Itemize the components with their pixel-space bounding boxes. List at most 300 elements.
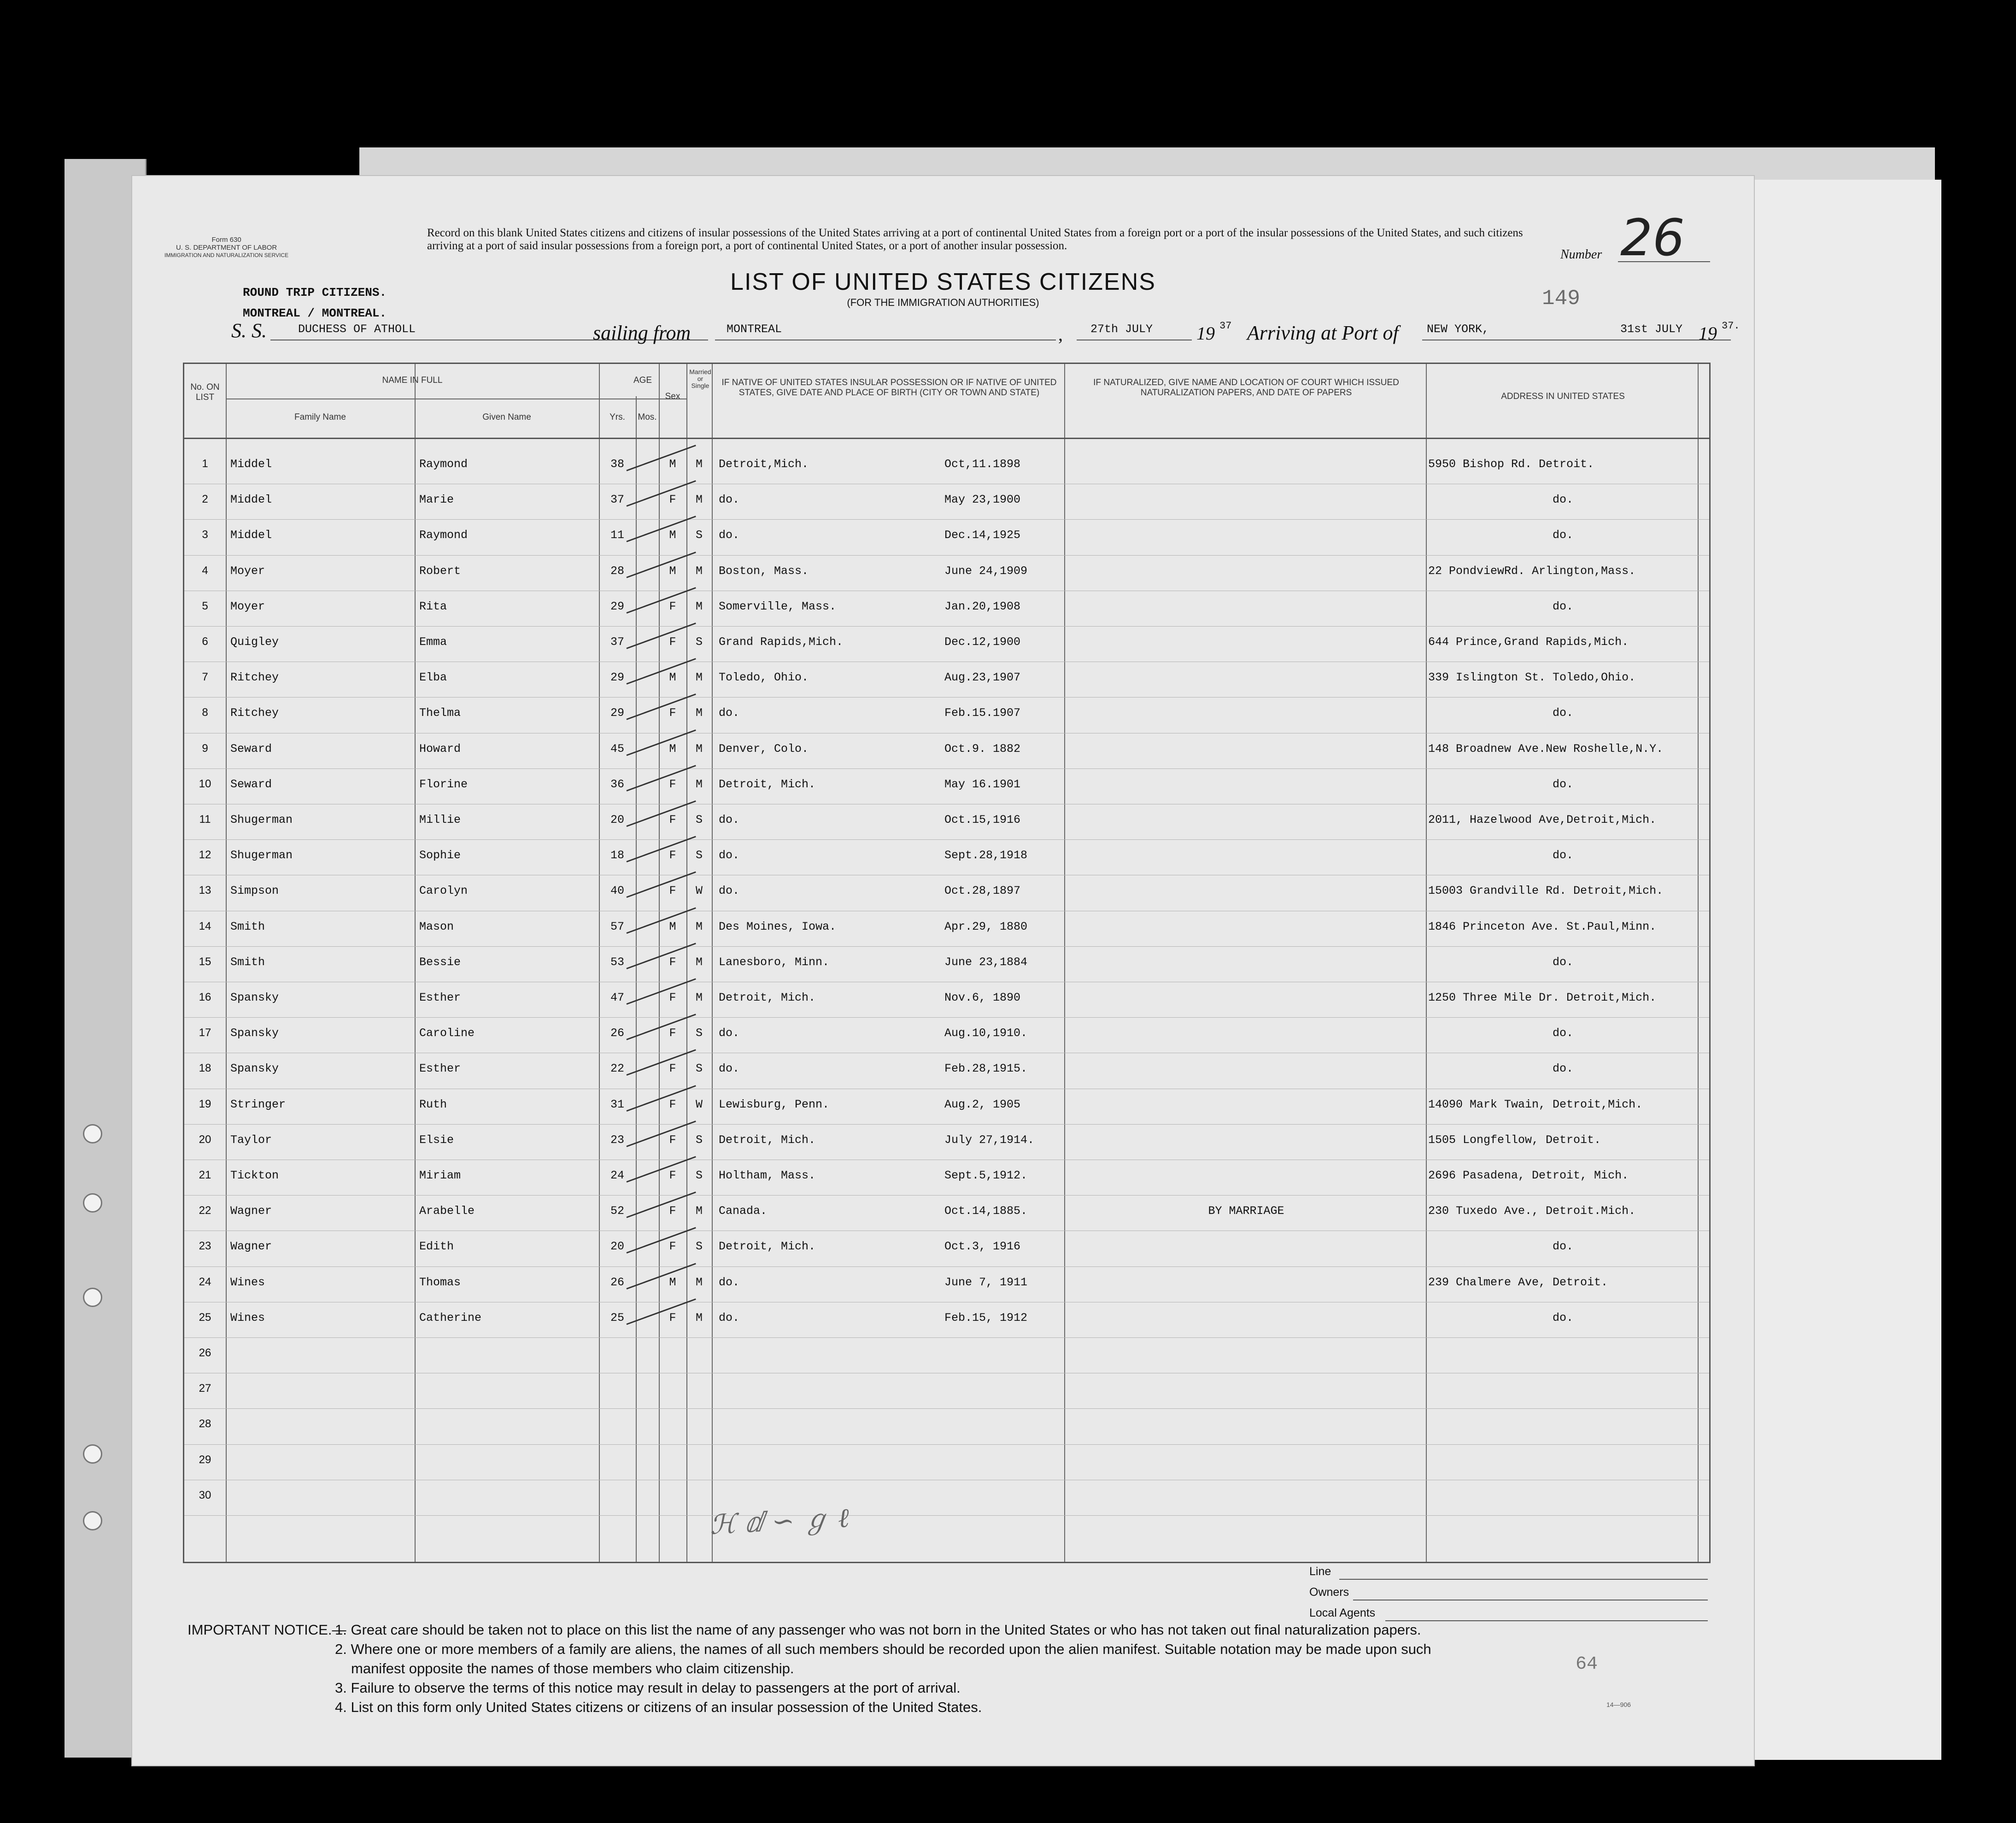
cell-addr: do. — [1552, 706, 1573, 720]
cell-date: Oct.9. 1882 — [944, 742, 1021, 756]
table-row — [184, 769, 1709, 805]
cell-date: Sept.28,1918 — [944, 849, 1028, 862]
cell-ms: M — [695, 493, 703, 507]
cell-sex: F — [669, 991, 676, 1004]
cell-no: 22 — [199, 1204, 211, 1217]
instructions-text: Record on this blank United States citizens and citizens of insular possessions of the United States arriving at a port of continental United States from a foreign port or a port of the insular possessions of the United States, and such citizens arriving at a port of said insular possessions from a foreign port, a port of continental United States, or a port of another insular possession. — [427, 227, 1523, 252]
footer-code: 14—906 — [1606, 1701, 1631, 1708]
table-row — [184, 947, 1709, 983]
cell-addr: 14090 Mark Twain, Detroit,Mich. — [1428, 1097, 1643, 1111]
cell-no: 28 — [199, 1418, 211, 1430]
cell-no: 20 — [199, 1133, 211, 1146]
cell-no: 27 — [199, 1382, 211, 1395]
cell-addr: 148 Broadnew Ave.New Roshelle,N.Y. — [1428, 742, 1664, 756]
cell-addr: do. — [1552, 1311, 1573, 1325]
table-row — [184, 1054, 1709, 1089]
table-row — [184, 805, 1709, 840]
cell-family: Spansky — [230, 1026, 279, 1040]
cell-ms: M — [695, 920, 703, 933]
cell-family: Wagner — [230, 1204, 272, 1218]
cell-sex: F — [669, 1062, 676, 1076]
cell-place: Detroit,Mich. — [719, 457, 809, 471]
page-subtitle: (FOR THE IMMIGRATION AUTHORITIES) — [847, 297, 1039, 308]
cell-family: Spansky — [230, 1062, 279, 1076]
cell-sex: F — [669, 1311, 676, 1325]
cell-date: Nov.6, 1890 — [944, 991, 1021, 1004]
cell-yrs: 20 — [610, 813, 624, 827]
cell-given: Sophie — [419, 849, 461, 862]
cell-yrs: 26 — [610, 1275, 624, 1289]
cell-yrs: 37 — [610, 635, 624, 649]
cell-place: Holtham, Mass. — [719, 1169, 816, 1182]
cell-sex: M — [669, 920, 676, 933]
cell-given: Elsie — [419, 1133, 454, 1147]
col-family-name: Family Name — [294, 412, 346, 422]
binder-hole — [83, 1193, 102, 1213]
cell-addr: 230 Tuxedo Ave., Detroit.Mich. — [1428, 1204, 1636, 1218]
table-row — [184, 983, 1709, 1018]
cell-sex: F — [669, 1026, 676, 1040]
cell-yrs: 23 — [610, 1133, 624, 1147]
cell-ms: M — [695, 599, 703, 613]
cell-place: do. — [719, 1026, 740, 1040]
table-row — [184, 1018, 1709, 1054]
cell-addr: do. — [1552, 777, 1573, 791]
cell-given: Miriam — [419, 1169, 461, 1182]
cell-yrs: 29 — [610, 671, 624, 685]
col-age: AGE — [633, 375, 652, 385]
cell-sex: F — [669, 493, 676, 507]
cell-addr: 22 PondviewRd. Arlington,Mass. — [1428, 564, 1636, 578]
cell-ms: W — [695, 884, 703, 898]
col-married: Married or Single — [689, 368, 711, 389]
cell-ms: M — [695, 777, 703, 791]
cell-addr: do. — [1552, 528, 1573, 542]
table-row — [184, 520, 1709, 556]
cell-yrs: 25 — [610, 1311, 624, 1325]
cell-yrs: 22 — [610, 1062, 624, 1076]
cell-addr: 15003 Grandville Rd. Detroit,Mich. — [1428, 884, 1664, 898]
cell-place: do. — [719, 493, 740, 507]
cell-sex: F — [669, 955, 676, 969]
cell-date: Dec.14,1925 — [944, 528, 1021, 542]
table-row — [184, 1090, 1709, 1125]
cell-no: 8 — [202, 706, 208, 719]
cell-place: Grand Rapids,Mich. — [719, 635, 844, 649]
cell-family: Wagner — [230, 1240, 272, 1254]
cell-date: Feb.15, 1912 — [944, 1311, 1028, 1325]
cell-family: Ritchey — [230, 706, 279, 720]
table-row — [184, 876, 1709, 911]
table-row — [184, 1161, 1709, 1196]
cell-sex: F — [669, 706, 676, 720]
cell-sex: F — [669, 1204, 676, 1218]
cell-place: do. — [719, 849, 740, 862]
cell-ms: S — [695, 1240, 703, 1254]
route-note: MONTREAL / MONTREAL. — [243, 306, 387, 320]
cell-family: Smith — [230, 920, 265, 933]
table-row — [184, 1303, 1709, 1338]
cell-yrs: 45 — [610, 742, 624, 756]
cell-date: Aug.23,1907 — [944, 671, 1021, 685]
cell-addr: do. — [1552, 849, 1573, 862]
table-row — [184, 1231, 1709, 1267]
arrival-year-suffix: 37. — [1722, 320, 1740, 332]
cell-place: Denver, Colo. — [719, 742, 809, 756]
cell-place: Canada. — [719, 1204, 768, 1218]
binder-hole — [83, 1511, 102, 1530]
cell-family: Simpson — [230, 884, 279, 898]
cell-place: do. — [719, 813, 740, 827]
cell-given: Elba — [419, 671, 447, 685]
cell-place: Detroit, Mich. — [719, 1240, 816, 1254]
cell-addr: do. — [1552, 1240, 1573, 1254]
cell-ms: S — [695, 813, 703, 827]
cell-family: Middel — [230, 493, 272, 507]
cell-yrs: 37 — [610, 493, 624, 507]
cell-date: Aug.2, 1905 — [944, 1097, 1021, 1111]
cell-no: 19 — [199, 1097, 211, 1110]
cell-family: Moyer — [230, 564, 265, 578]
cell-sex: F — [669, 599, 676, 613]
cell-addr: 5950 Bishop Rd. Detroit. — [1428, 457, 1594, 471]
cell-ms: S — [695, 1133, 703, 1147]
cell-place: Boston, Mass. — [719, 564, 809, 578]
cell-addr: do. — [1552, 1026, 1573, 1040]
cell-family: Spansky — [230, 991, 279, 1004]
cell-family: Tickton — [230, 1169, 279, 1182]
notice-item-2: 2. Where one or more members of a family are aliens, the names of all such members should be recorded upon the alien manifest. Suitable notation may be made upon such — [335, 1641, 1431, 1657]
cell-given: Howard — [419, 742, 461, 756]
cell-no: 4 — [202, 564, 208, 577]
cell-no: 10 — [199, 777, 211, 790]
cell-date: May 16.1901 — [944, 777, 1021, 791]
cell-yrs: 47 — [610, 991, 624, 1004]
cell-sex: M — [669, 671, 676, 685]
col-naturalized: IF NATURALIZED, GIVE NAME AND LOCATION OF COURT WHICH ISSUED NATURALIZATION PAPERS, AND DATE OF PAPERS — [1093, 378, 1399, 398]
col-given-name: Given Name — [482, 412, 531, 422]
ss-label: S. S. — [231, 319, 267, 342]
table-row — [184, 840, 1709, 876]
cell-addr: 1505 Longfellow, Detroit. — [1428, 1133, 1601, 1147]
cell-addr: 2696 Pasadena, Detroit, Mich. — [1428, 1169, 1629, 1182]
cell-place: do. — [719, 706, 740, 720]
cell-addr: 2011, Hazelwood Ave,Detroit,Mich. — [1428, 813, 1657, 827]
col-address: ADDRESS IN UNITED STATES — [1501, 392, 1625, 401]
cell-yrs: 28 — [610, 564, 624, 578]
cell-ms: M — [695, 457, 703, 471]
cell-yrs: 57 — [610, 920, 624, 933]
cell-addr: 339 Islington St. Toledo,Ohio. — [1428, 671, 1636, 685]
stamp-number: 149 — [1542, 287, 1580, 311]
cell-no: 16 — [199, 991, 211, 1003]
cell-place: Detroit, Mich. — [719, 777, 816, 791]
cell-date: Oct.14,1885. — [944, 1204, 1028, 1218]
number-label: Number — [1560, 247, 1602, 262]
cell-yrs: 36 — [610, 777, 624, 791]
table-row — [184, 1196, 1709, 1231]
cell-ms: S — [695, 1026, 703, 1040]
cell-no: 5 — [202, 599, 208, 612]
manifest-page: Form 630 U. S. DEPARTMENT OF LABOR IMMIGRATION AND NATURALIZATION SERVICE Record on this blank United States citizens and citizens of insular possessions of the United States arriving at a port of continental United States from a foreign port or a port of the insular possessions of the United States, and such citizens arriving at a port of said insular possessions from a foreign port, a port of continental United States, or a port of another insular possession. Number 26 LIST OF UNITED STATES CITIZENS (FOR THE IMMIGRATION AUTHORITIES) 149 ROUND TRIP CITIZENS. MONTREAL / MONTREAL. S. S. DUCHESS OF ATHOLL sailing from MONTREAL , 27th JULY 19 37 Arriving at Port of NEW YORK, 31st JULY 19 37. No. ON LIST NAME IN FULL Family Name Given Name AGE Yrs. Mos. Sex Married or Single IF NATIVE OF UNITED STATES INSULAR POSSESSION OR IF NATIVE OF UNITED STATES, GIVE DATE AND PLACE OF BIRTH (CITY OR TOWN AND STATE) IF NATURALIZED, GIVE NAME AND LOCATION OF COURT WHICH ISSUED NATURALIZATION PAPERS, AND DATE OF PAPERS ADDRESS IN UNITED STATES 1 Middel Raymond 38 M M Detroit,Mich. Oct,11.1898 5950 Bishop Rd. Detroit. 2 Middel Marie 37 F M do. May 23,1900 do. 3 Middel Raymond 11 M S do. Dec.14,1925 do. 4 Moyer Robert 28 M M Boston, Mass. June 24,1909 22 PondviewRd. Arlington,Mass. 5 Moyer Rita 29 F M Somerville, Mass. Jan.20,1908 do. 6 Quigley Emma 37 F S Grand Rapids,Mich. Dec.12,1900 644 Prince,Grand Rapids,Mich. 7 Ritchey Elba 29 M M Toledo, Ohio. Aug.23,1907 339 Islington St. Toledo,Ohio. 8 Ritchey Thelma 29 F M do. Feb.15.1907 do. 9 Seward Howard 45 M M Denver, Colo. Oct.9. 1882 148 Broadnew Ave.New Roshelle,N.Y. 10 Seward Florine 36 F M Detroit, Mich. May 16.1901 do. 11 Shugerman Millie 20 F S do. Oct.15,1916 2011, Hazelwood Ave,Detroit,Mich. 12 Shugerman Sophie 18 F S do. Sept.28,1918 do. 13 Simpson Carolyn 40 F W do. Oct.28,1897 15003 Grandville Rd. Detroit,Mich. 14 Smith Mason 57 M M Des Moines, Iowa. Apr.29, 1880 1846 Princeton Ave. St.Paul,Minn. 15 Smith Bessie 53 F M Lanesboro, Minn. June 23,1884 do. 16 Spansky Esther 47 F M Detroit, Mich. Nov.6, 1890 1250 Three Mile Dr. Detroit,Mich. 17 Spansky Caroline 26 F S do. Aug.10,1910. do. 18 Spansky Esther 22 F S do. Feb.28,1915. do. 19 Stringer Ruth 31 F W Lewisburg, Penn. Aug.2, 1905 14090 Mark Twain, Detroit,Mich. 20 Taylor Elsie 23 F S Detroit, Mich. July 27,1914. 1505 Longfellow, Detroit. 21 Tickton Miriam 24 F S Holtham, Mass. Sept.5,1912. 2696 Pasadena, Detroit, Mich. 22 Wagner Arabelle 52 F M Canada. Oct.14,1885. BY MARRIAGE 230 Tuxedo Ave., Detroit.Mich. 23 Wagner Edith 20 F S Detroit, Mich. Oct.3, 1916 do. 24 Wines Thomas 26 M M do. June 7, 1911 239 Chalmere Ave, Detroit. 25 Wines Catherine 25 F M do. Feb.15, 1912 do. 26 27 28 29 30 ℋ ⅆ ∽ ℊ ℓ 64 Line Owners Local Agents IMPORTANT NOTICE.— 1. Great care should be taken not to place on this list the name of any passenger who was not born in the United States or who has not taken out final naturalization papers. 2. Where one or more members of a family are aliens, the names of all such members should be recorded upon the alien manifest. Suitable notation may be made upon such manifest opposite the names of those members who claim citizenship. 3. Failure to observe the terms of this notice may result in delay to passengers at the port of arrival. 4. List on this form only United States citizens or citizens of an insular possession of the United States. 14—906 — [131, 175, 1755, 1766]
cell-yrs: 24 — [610, 1169, 624, 1182]
cell-given: Esther — [419, 1062, 461, 1076]
form-number: Form 630 — [211, 236, 241, 244]
binder-hole — [83, 1288, 102, 1307]
cell-place: Lewisburg, Penn. — [719, 1097, 830, 1111]
cell-family: Middel — [230, 457, 272, 471]
cell-given: Carolyn — [419, 884, 468, 898]
cell-given: Bessie — [419, 955, 461, 969]
col-sex: Sex — [665, 392, 680, 401]
table-row — [184, 1445, 1709, 1481]
number-value: 26 — [1620, 208, 1685, 267]
cell-place: Somerville, Mass. — [719, 599, 837, 613]
cell-given: Florine — [419, 777, 468, 791]
cell-given: Ruth — [419, 1097, 447, 1111]
adjacent-page — [1741, 180, 1941, 1760]
arrival-port: NEW YORK, — [1427, 322, 1489, 336]
notice-item-2-cont: manifest opposite the names of those members who claim citizenship. — [351, 1660, 794, 1676]
cell-ms: W — [695, 1097, 703, 1111]
cell-given: Millie — [419, 813, 461, 827]
notice-heading: IMPORTANT NOTICE.— — [188, 1622, 346, 1638]
table-row — [184, 627, 1709, 662]
notice-item-3: 3. Failure to observe the terms of this notice may result in delay to passengers at the port of arrival. — [335, 1680, 961, 1696]
cell-yrs: 53 — [610, 955, 624, 969]
cell-yrs: 29 — [610, 599, 624, 613]
cell-given: Edith — [419, 1240, 454, 1254]
cell-family: Ritchey — [230, 671, 279, 685]
cell-yrs: 40 — [610, 884, 624, 898]
cell-no: 6 — [202, 635, 208, 648]
owners-label: Owners — [1309, 1586, 1349, 1599]
cell-no: 25 — [199, 1311, 211, 1324]
cell-place: do. — [719, 884, 740, 898]
cell-given: Catherine — [419, 1311, 482, 1325]
handwritten-annotation: ℋ ⅆ ∽ ℊ ℓ — [709, 1502, 850, 1541]
cell-addr: do. — [1552, 599, 1573, 613]
cell-no: 17 — [199, 1026, 211, 1039]
cell-no: 14 — [199, 920, 211, 932]
cell-given: Thomas — [419, 1275, 461, 1289]
page-number-bottom: 64 — [1576, 1654, 1598, 1675]
cell-sex: M — [669, 564, 676, 578]
cell-date: June 24,1909 — [944, 564, 1028, 578]
cell-given: Arabelle — [419, 1204, 475, 1218]
cell-family: Smith — [230, 955, 265, 969]
cell-place: Des Moines, Iowa. — [719, 920, 837, 933]
ship-name: DUCHESS OF ATHOLL — [298, 322, 416, 336]
table-row — [184, 1267, 1709, 1303]
cell-family: Moyer — [230, 599, 265, 613]
cell-ms: S — [695, 1062, 703, 1076]
cell-date: Aug.10,1910. — [944, 1026, 1028, 1040]
departure-date: 27th JULY — [1090, 322, 1153, 336]
cell-ms: S — [695, 635, 703, 649]
cell-family: Stringer — [230, 1097, 286, 1111]
cell-no: 24 — [199, 1275, 211, 1288]
cell-ms: M — [695, 706, 703, 720]
cell-ms: M — [695, 955, 703, 969]
cell-no: 13 — [199, 884, 211, 897]
cell-family: Middel — [230, 528, 272, 542]
cell-no: 18 — [199, 1062, 211, 1075]
table-row — [184, 1409, 1709, 1445]
col-name-in-full: NAME IN FULL — [382, 375, 443, 385]
cell-no: 3 — [202, 528, 208, 541]
cell-addr: 644 Prince,Grand Rapids,Mich. — [1428, 635, 1629, 649]
binder-hole — [83, 1444, 102, 1464]
table-row — [184, 1338, 1709, 1374]
cell-family: Shugerman — [230, 813, 293, 827]
cell-place: do. — [719, 1275, 740, 1289]
cell-yrs: 29 — [610, 706, 624, 720]
cell-family: Seward — [230, 777, 272, 791]
cell-place: Detroit, Mich. — [719, 1133, 816, 1147]
cell-date: Oct.3, 1916 — [944, 1240, 1021, 1254]
notice-item-4: 4. List on this form only United States citizens or citizens of an insular possession of the United States. — [335, 1699, 982, 1715]
cell-sex: F — [669, 1133, 676, 1147]
cell-given: Robert — [419, 564, 461, 578]
cell-place: do. — [719, 1311, 740, 1325]
cell-date: June 23,1884 — [944, 955, 1028, 969]
cell-family: Taylor — [230, 1133, 272, 1147]
cell-date: May 23,1900 — [944, 493, 1021, 507]
round-trip-note: ROUND TRIP CITIZENS. — [243, 286, 387, 299]
table-row — [184, 485, 1709, 520]
table-row — [184, 449, 1709, 485]
cell-ms: S — [695, 1169, 703, 1182]
cell-date: Oct.15,1916 — [944, 813, 1021, 827]
cell-ms: M — [695, 1204, 703, 1218]
cell-family: Seward — [230, 742, 272, 756]
cell-no: 11 — [199, 813, 211, 826]
table-row — [184, 1481, 1709, 1516]
cell-date: Oct,11.1898 — [944, 457, 1021, 471]
cell-sex: F — [669, 884, 676, 898]
cell-place: Toledo, Ohio. — [719, 671, 809, 685]
cell-addr: do. — [1552, 1062, 1573, 1076]
binder-hole — [83, 1124, 102, 1143]
cell-sex: F — [669, 1240, 676, 1254]
cell-addr: 1846 Princeton Ave. St.Paul,Minn. — [1428, 920, 1657, 933]
cell-family: Wines — [230, 1275, 265, 1289]
cell-sex: F — [669, 635, 676, 649]
cell-date: Oct.28,1897 — [944, 884, 1021, 898]
cell-sex: F — [669, 1097, 676, 1111]
arrival-year-prefix: 19 — [1699, 323, 1717, 344]
cell-no: 15 — [199, 955, 211, 968]
page-title: LIST OF UNITED STATES CITIZENS — [730, 269, 1156, 295]
cell-ms: S — [695, 849, 703, 862]
cell-given: Marie — [419, 493, 454, 507]
cell-family: Quigley — [230, 635, 279, 649]
cell-sex: F — [669, 849, 676, 862]
cell-yrs: 31 — [610, 1097, 624, 1111]
department: U. S. DEPARTMENT OF LABOR — [176, 244, 277, 252]
cell-sex: F — [669, 1169, 676, 1182]
cell-given: Raymond — [419, 457, 468, 471]
cell-family: Shugerman — [230, 849, 293, 862]
cell-sex: F — [669, 777, 676, 791]
table-row — [184, 556, 1709, 592]
cell-no: 9 — [202, 742, 208, 755]
cell-ms: M — [695, 1275, 703, 1289]
cell-sex: M — [669, 457, 676, 471]
arriving-label: Arriving at Port of — [1247, 322, 1399, 344]
cell-ms: M — [695, 742, 703, 756]
cell-place: do. — [719, 1062, 740, 1076]
cell-family: Wines — [230, 1311, 265, 1325]
cell-date: Dec.12,1900 — [944, 635, 1021, 649]
cell-date: Feb.15.1907 — [944, 706, 1021, 720]
cell-yrs: 26 — [610, 1026, 624, 1040]
service: IMMIGRATION AND NATURALIZATION SERVICE — [164, 252, 289, 258]
cell-yrs: 20 — [610, 1240, 624, 1254]
cell-given: Mason — [419, 920, 454, 933]
cell-addr: do. — [1552, 493, 1573, 507]
cell-date: Apr.29, 1880 — [944, 920, 1028, 933]
cell-yrs: 18 — [610, 849, 624, 862]
notice-item-1: 1. Great care should be taken not to place on this list the name of any passenger who was not born in the United States or who has not taken out final naturalization papers. — [335, 1622, 1421, 1638]
table-row — [184, 912, 1709, 947]
cell-ms: M — [695, 1311, 703, 1325]
cell-date: Feb.28,1915. — [944, 1062, 1028, 1076]
cell-no: 29 — [199, 1453, 211, 1466]
cell-yrs: 38 — [610, 457, 624, 471]
cell-place: do. — [719, 528, 740, 542]
cell-sex: M — [669, 528, 676, 542]
cell-ms: M — [695, 671, 703, 685]
cell-ms: M — [695, 991, 703, 1004]
col-birth: IF NATIVE OF UNITED STATES INSULAR POSSESSION OR IF NATIVE OF UNITED STATES, GIVE DATE AND PLACE OF BIRTH (CITY OR TOWN AND STATE) — [721, 378, 1057, 398]
col-mos: Mos. — [638, 412, 657, 422]
cell-no: 23 — [199, 1240, 211, 1253]
cell-date: June 7, 1911 — [944, 1275, 1028, 1289]
cell-no: 2 — [202, 493, 208, 506]
cell-given: Thelma — [419, 706, 461, 720]
cell-given: Emma — [419, 635, 447, 649]
cell-given: Caroline — [419, 1026, 475, 1040]
cell-no: 12 — [199, 849, 211, 862]
cell-date: Sept.5,1912. — [944, 1169, 1028, 1182]
cell-sex: F — [669, 813, 676, 827]
year-prefix: 19 — [1196, 323, 1215, 344]
cell-no: 30 — [199, 1489, 211, 1501]
cell-date: July 27,1914. — [944, 1133, 1035, 1147]
cell-yrs: 52 — [610, 1204, 624, 1218]
cell-given: Rita — [419, 599, 447, 613]
cell-given: Raymond — [419, 528, 468, 542]
cell-place: Detroit, Mich. — [719, 991, 816, 1004]
cell-sex: M — [669, 742, 676, 756]
cell-addr: 239 Chalmere Ave, Detroit. — [1428, 1275, 1608, 1289]
table-row — [184, 734, 1709, 769]
line-label: Line — [1309, 1565, 1331, 1578]
cell-nat: BY MARRIAGE — [1208, 1204, 1284, 1218]
cell-addr: do. — [1552, 955, 1573, 969]
cell-date: Jan.20,1908 — [944, 599, 1021, 613]
table-row — [184, 1125, 1709, 1161]
sailing-from: MONTREAL — [727, 322, 782, 336]
year-suffix: 37 — [1219, 320, 1232, 332]
cell-no: 26 — [199, 1347, 211, 1359]
cell-given: Esther — [419, 991, 461, 1004]
table-row — [184, 592, 1709, 627]
cell-yrs: 11 — [610, 528, 624, 542]
cell-no: 7 — [202, 671, 208, 684]
